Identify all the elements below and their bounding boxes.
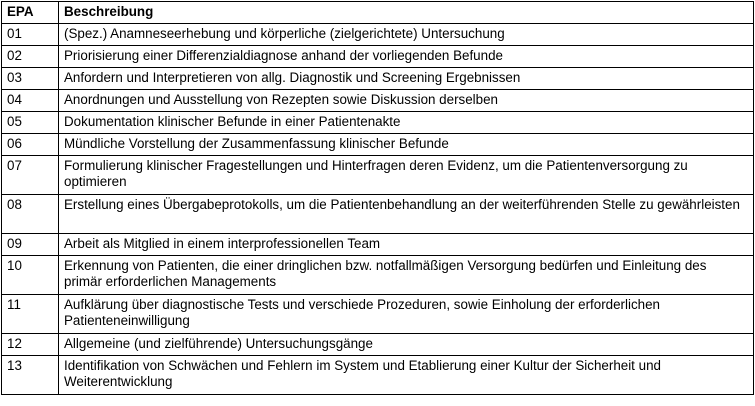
header-epa: EPA xyxy=(2,2,59,24)
epa-description: Formulierung klinischer Fragestellungen und Hinterfragen deren Evidenz, um die Patientenversorgung zu optimieren xyxy=(59,156,754,195)
table-row xyxy=(2,295,754,334)
epa-description: Identifikation von Schwächen und Fehlern im System und Etablierung einer Kultur der Sicherheit und Weiterentwicklung xyxy=(59,356,754,395)
epa-description: Erkennung von Patienten, die einer dringlichen bzw. notfallmäßigen Versorgung bedürfen und Einleitung des primär erforderlichen Managements xyxy=(59,256,754,295)
epa-number: 06 xyxy=(2,134,59,156)
epa-number: 09 xyxy=(2,234,59,256)
table-row xyxy=(2,195,754,234)
epa-number: 07 xyxy=(2,156,59,195)
epa-description: Anordnungen und Ausstellung von Rezepten sowie Diskussion derselben xyxy=(59,90,754,112)
table-row xyxy=(2,134,754,156)
epa-description: Aufklärung über diagnostische Tests und verschiede Prozeduren, sowie Einholung der erforderlichen Patienteneinwilligung xyxy=(59,295,754,334)
table-row xyxy=(2,234,754,256)
epa-description: Dokumentation klinischer Befunde in einer Patientenakte xyxy=(59,112,754,134)
epa-number: 11 xyxy=(2,295,59,334)
table-row xyxy=(2,90,754,112)
epa-number: 05 xyxy=(2,112,59,134)
epa-description: (Spez.) Anamneseerhebung und körperliche (zielgerichtete) Untersuchung xyxy=(59,24,754,46)
table-row xyxy=(2,334,754,356)
table-row xyxy=(2,156,754,195)
epa-description: Arbeit als Mitglied in einem interprofessionellen Team xyxy=(59,234,754,256)
epa-number: 13 xyxy=(2,356,59,395)
epa-description: Priorisierung einer Differenzialdiagnose anhand der vorliegenden Befunde xyxy=(59,46,754,68)
epa-number: 10 xyxy=(2,256,59,295)
epa-table xyxy=(1,1,754,395)
table-row xyxy=(2,112,754,134)
table-row xyxy=(2,68,754,90)
epa-description: Mündliche Vorstellung der Zusammenfassung klinischer Befunde xyxy=(59,134,754,156)
table-row xyxy=(2,356,754,395)
epa-description: Erstellung eines Übergabeprotokolls, um die Patientenbehandlung an der weiterführenden Stelle zu gewährleisten xyxy=(59,195,754,234)
epa-number: 08 xyxy=(2,195,59,234)
epa-description: Allgemeine (und zielführende) Untersuchungsgänge xyxy=(59,334,754,356)
epa-number: 04 xyxy=(2,90,59,112)
epa-number: 03 xyxy=(2,68,59,90)
table-row xyxy=(2,46,754,68)
table-row xyxy=(2,24,754,46)
header-description: Beschreibung xyxy=(59,2,754,24)
table-row xyxy=(2,256,754,295)
epa-number: 12 xyxy=(2,334,59,356)
epa-description: Anfordern und Interpretieren von allg. Diagnostik und Screening Ergebnissen xyxy=(59,68,754,90)
epa-number: 02 xyxy=(2,46,59,68)
epa-number: 01 xyxy=(2,24,59,46)
table-header-row xyxy=(2,2,754,24)
